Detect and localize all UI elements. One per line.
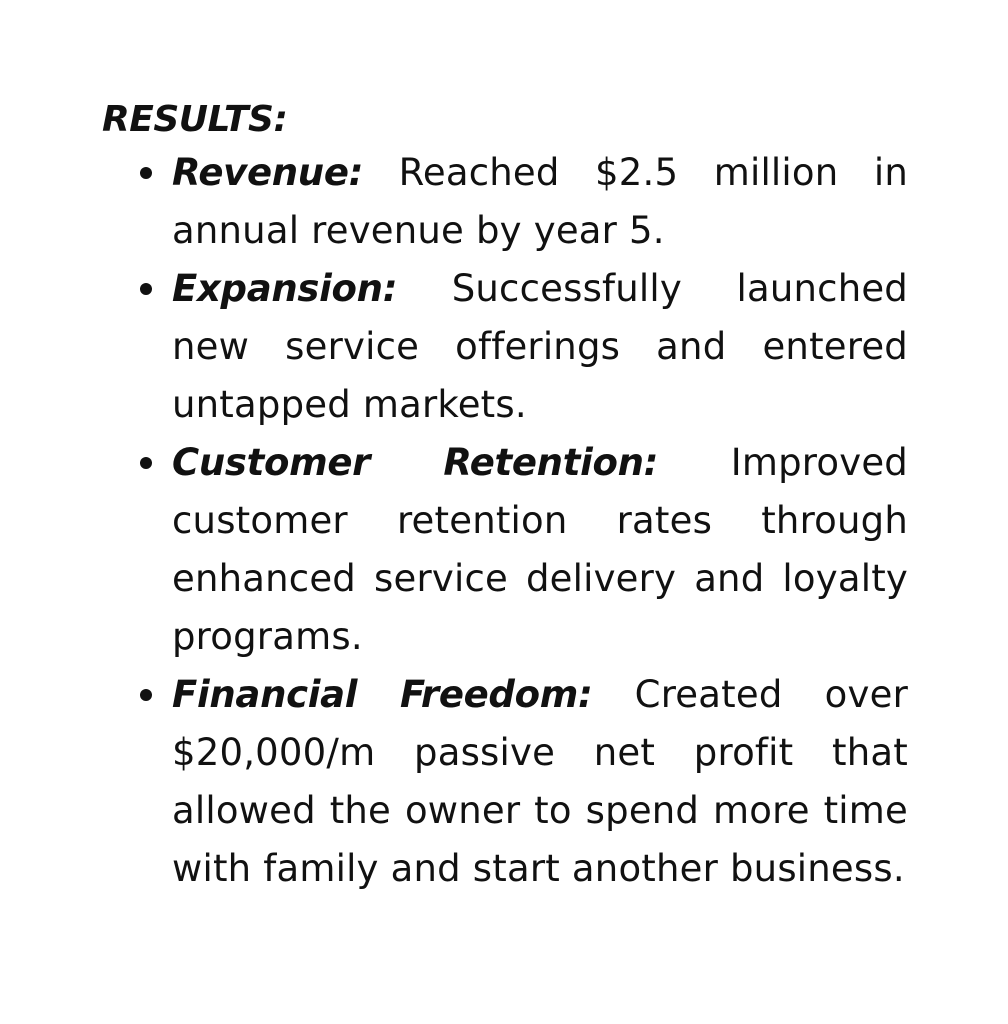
result-label: Revenue: <box>172 151 364 194</box>
results-list <box>102 144 908 898</box>
bullet-icon <box>140 689 152 701</box>
result-item-expansion <box>172 260 908 434</box>
result-text: Created over $20,000/m passive net profit that allowed the owner to spend more time with family and start another business. <box>172 673 908 890</box>
result-item-financial-freedom <box>172 666 908 898</box>
bullet-icon <box>140 167 152 179</box>
result-text: Improved customer retention rates through enhanced service delivery and loyalty programs. <box>172 441 908 658</box>
bullet-icon <box>140 457 152 469</box>
result-label: Expansion: <box>172 267 398 310</box>
result-item-revenue <box>172 144 908 260</box>
bullet-icon <box>140 283 152 295</box>
result-label: Financial Freedom: <box>172 673 593 716</box>
results-heading: RESULTS: <box>102 99 288 140</box>
results-section <box>102 96 908 898</box>
result-label: Customer Retention: <box>172 441 659 484</box>
result-item-customer-retention <box>172 434 908 666</box>
result-text: Reached $2.5 million in annual revenue by year 5. <box>172 151 908 252</box>
result-text: Successfully launched new service offerings and entered untapped markets. <box>172 267 908 426</box>
